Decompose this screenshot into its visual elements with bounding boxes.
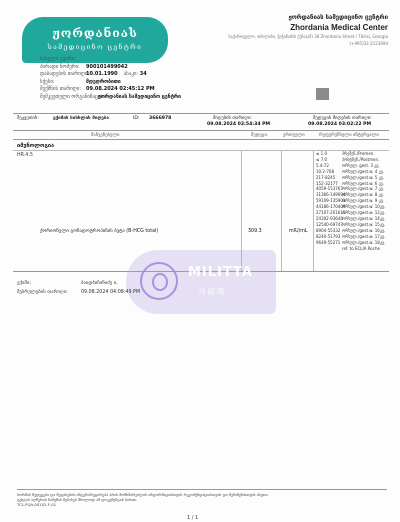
patient-org-label: შემკვეთელი ორგანიზაცია: <box>40 93 105 100</box>
reference-range-value: 10.2-708 <box>316 168 334 174</box>
clinic-header <box>173 14 388 46</box>
order-number-label: შეკვეთის: <box>17 116 39 121</box>
footer-disclaimer-line1: ბორმის შედეგები და შეფასების ინტერპრეტირება არის მომხმარებლის ინფორმაციისთვის რეკომენდაციისთვის და შენიშვნისთვის ასეთი. <box>17 492 269 497</box>
order-header <box>13 113 389 131</box>
page-number: 1 / 1 <box>187 515 199 521</box>
reference-range-note: ორსულ./gest.w. 12კვ. <box>342 210 386 216</box>
reference-range-note: ორსულ./gest.w. 6 კვ. <box>342 180 384 186</box>
reference-range-value: 9649-55271 <box>316 239 341 245</box>
reference-range-value: ≤ 7.0 <box>316 156 327 162</box>
clinic-address: საქართველო, თბილისი, ჭიჭინაძის ქუჩა(ამ) 38 Zhordania Street / Tbilisi, Georgia <box>228 34 388 39</box>
reference-range-note: ორსულ./gest.w. 5 კვ. <box>342 174 384 180</box>
column-unit: ერთეული <box>283 133 305 138</box>
reference-range-note: ორსულ./gest.w. 9 კვ. <box>342 198 384 204</box>
patient-id-row <box>40 64 280 72</box>
test-name: ქორიონული გონადოტროპინის ბეტა (B-HCG total) <box>40 229 159 234</box>
table-column-headers <box>13 132 389 140</box>
doctor-row <box>17 280 118 289</box>
doctor-value: ბაიდბიჩინიძე ი. <box>81 281 118 286</box>
order-result-value: 09.08.2024 03:02:22 PM <box>308 122 372 127</box>
order-id-label: ID: <box>133 116 140 121</box>
printed-row <box>17 289 141 298</box>
reference-range-note: ორსულ./gest.w. 4 კვ. <box>342 168 384 174</box>
patient-dob-label: დაბადების თარიღი: <box>40 71 90 77</box>
patient-org-row <box>40 94 280 102</box>
patient-name-row <box>40 56 280 64</box>
report-meta <box>17 280 141 297</box>
section-title: იმუნოლოგია <box>17 143 55 149</box>
column-divider-reference <box>313 150 314 271</box>
patient-org-value: ჟორდანიას სამედიცინო ცენტრი <box>98 93 181 100</box>
reference-range-value: 31366-149094 <box>316 192 346 198</box>
reference-range-note: ორსულ. gest. 3 კვ. <box>342 162 380 168</box>
order-id-value: 3666978 <box>149 116 172 121</box>
patient-dob-row <box>40 71 280 79</box>
reference-range-row <box>316 246 386 252</box>
column-test: მაჩვენებელი <box>91 133 120 138</box>
reference-range-note: ორსულ./gest.w. 17კვ. <box>342 233 386 239</box>
reference-range-note: ორსულ./gest.w. 15კვ. <box>342 221 386 227</box>
test-result: 309.3 <box>248 229 262 234</box>
reference-range-note: ორსულ./gest.w. 16კვ. <box>342 227 386 233</box>
section-code: HR.4.5 <box>17 153 33 158</box>
reference-range-value: 217-8245 <box>316 174 336 180</box>
qr-code <box>316 88 329 100</box>
reference-range-value: 8240-51793 <box>316 233 341 239</box>
order-received-label: მიღების თარიღი: <box>213 116 252 121</box>
order-received-value: 09.08.2024 02:54:34 PM <box>207 122 271 127</box>
patient-id-value: 900101499042 <box>86 63 128 70</box>
reference-ranges <box>316 151 386 251</box>
test-unit: mIU/mL <box>289 229 308 234</box>
reference-range-note: ორსულ./gest.w. 7 კვ. <box>342 186 384 192</box>
reference-range-note: პოსტმენ./Postmen. <box>342 156 380 162</box>
patient-registered-value: 09.08.2024 02:45:12 PM <box>86 86 155 92</box>
reference-range-note: ორსულ./gest.w. 8 კვ. <box>342 192 384 198</box>
reference-range-note: ორსულ./gest.w. 14კვ. <box>342 215 386 221</box>
patient-age-label: ასაკი: <box>123 71 139 77</box>
column-divider-unit <box>281 150 282 271</box>
patient-dob-value: 10.01.1990 <box>86 71 118 77</box>
column-result: შედეგი <box>251 133 267 138</box>
reference-range-value: 27107-201615 <box>316 210 346 216</box>
patient-registered-label: შექმნის თარიღი: <box>40 86 82 92</box>
report-footer <box>17 489 387 507</box>
logo-title: ჟორდანიას <box>52 26 138 40</box>
reference-range-value: 12540-69747 <box>316 221 343 227</box>
patient-sex-value: მდედრობითი <box>86 78 121 85</box>
printed-label: შესრულების თარიღი: <box>17 289 68 295</box>
reference-range-value: 24302-93646 <box>316 215 343 221</box>
reference-range-value: 59109-135901 <box>316 198 346 204</box>
order-number-value: ექიმის სისხლის მიღება <box>53 116 109 121</box>
watermark-chinese: 马丽塔 <box>198 287 227 296</box>
reference-range-value: ≤ 1.0 <box>316 151 327 156</box>
patient-registered-row <box>40 86 280 94</box>
doctor-label: ექიმი: <box>17 281 31 286</box>
reference-range-note: ორსულ./gest.w. 18კვ. <box>342 239 386 245</box>
clinic-name-ka: ჟორდანიას სამედიცინო ცენტრი <box>288 14 388 21</box>
reference-range-note: პრემენ./Premen. <box>342 151 375 156</box>
footer-disclaimer-line2: ტესტის აღწერის ნიმუშის შესახებ მხოლოდ ამ დოკუმენტის სახით. <box>17 497 138 502</box>
column-reference: რეფერენსული ინტერვალი <box>319 133 379 138</box>
printed-value: 09.08.2024 04:08:49 PM <box>81 289 141 295</box>
mother-baby-logo-icon <box>140 262 178 300</box>
patient-sex-label: სქესი: <box>40 78 55 85</box>
reference-range-note: ref. to ECLIA Roche <box>342 245 380 251</box>
clinic-phone: (+995)32-2123694 <box>349 41 388 46</box>
reference-range-note: ორსულ./gest.w. 10კვ. <box>342 204 386 210</box>
clinic-name-en: Zhordania Medical Center <box>290 23 388 32</box>
patient-sex-row <box>40 79 280 87</box>
patient-age-value: 34 <box>139 71 147 77</box>
militta-watermark <box>126 250 276 314</box>
patient-id-label: პირადი ნომერი: <box>40 63 80 70</box>
order-result-label: შედეგის მიღების თარიღი: <box>313 116 372 121</box>
reference-range-value: 4059-153767 <box>316 186 343 192</box>
patient-name-label: სახელი გვარი: <box>40 56 77 62</box>
reference-range-value: 5.4-72 <box>316 162 329 168</box>
logo-subtitle: სამედიცინო ცენტრი <box>47 43 143 51</box>
reference-range-value: 152-32177 <box>316 180 338 186</box>
patient-info <box>40 56 280 101</box>
footer-form-code: TCL-PQA-00102-F-01 <box>17 502 57 507</box>
watermark-brand: MILITTA <box>188 265 253 280</box>
reference-range-value: 44186-170409 <box>316 204 346 210</box>
reference-range-value: 8904-55332 <box>316 227 341 233</box>
